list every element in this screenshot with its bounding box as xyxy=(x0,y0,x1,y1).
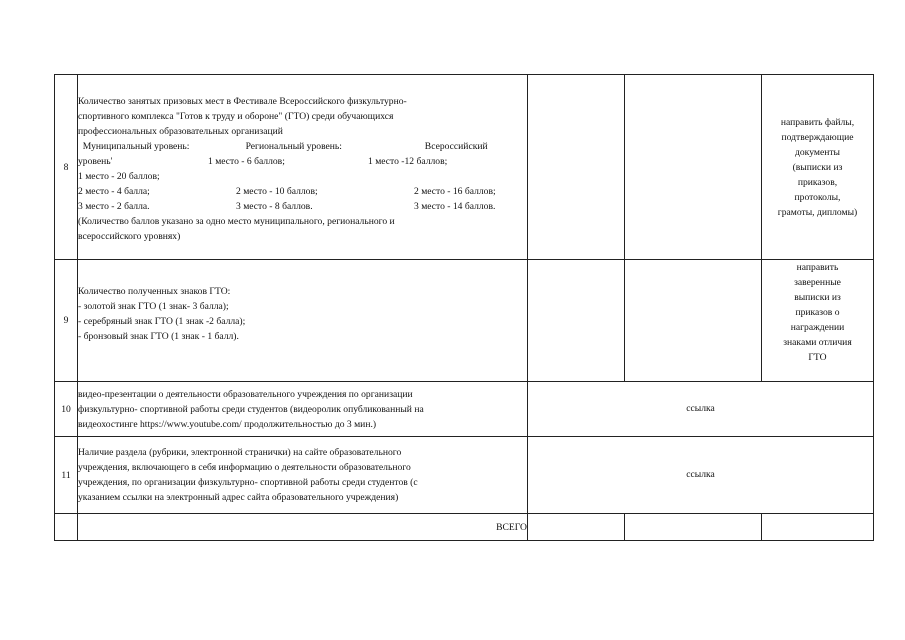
federal-third-place: 3 место - 14 баллов. xyxy=(414,200,496,212)
empty-cell xyxy=(528,260,625,382)
empty-cell xyxy=(625,514,762,541)
levels-subheader xyxy=(78,154,527,169)
municipal-level-label: Муниципальный уровень: xyxy=(78,140,190,152)
link-cell: ссылка xyxy=(528,382,874,437)
empty-cell xyxy=(762,514,874,541)
criterion-text-line: указанием ссылки на электронный адрес сайта образовательного учреждения) xyxy=(78,492,399,503)
note-line: приказов о xyxy=(795,307,840,318)
note-line: направить xyxy=(796,262,839,273)
note-line: ГТО xyxy=(808,352,827,363)
note-line: выписки из xyxy=(794,292,841,303)
third-places-row xyxy=(78,199,527,214)
criterion-footnote: (Количество баллов указано за одно место муниципального, регионального и xyxy=(78,215,395,227)
note-line: подтверждающие xyxy=(781,131,854,143)
federal-level-label: Всероссийский xyxy=(408,140,488,152)
criterion-description xyxy=(78,75,528,260)
total-label: ВСЕГО xyxy=(78,514,528,541)
row-number: 9 xyxy=(55,260,78,382)
criterion-description xyxy=(78,260,528,382)
table-row xyxy=(55,437,874,514)
municipal-third-place: 3 место - 2 балла. xyxy=(78,200,150,212)
empty-cell xyxy=(528,75,625,260)
levels-header xyxy=(78,139,527,154)
note-line: приказов, xyxy=(797,176,838,188)
row-number: 10 xyxy=(55,382,78,437)
criterion-description xyxy=(78,437,528,514)
criterion-text-line: Наличие раздела (рубрики, электронной странички) на сайте образовательного xyxy=(78,447,402,458)
criterion-text-line: учреждения, включающего в себя информацию о деятельности образовательного xyxy=(78,462,411,473)
empty-cell xyxy=(625,260,762,382)
regional-first-place: 1 место - 6 баллов; xyxy=(208,155,285,167)
federal-level-label-cont: уровень' xyxy=(78,155,113,167)
criterion-description xyxy=(78,382,528,437)
documents-note xyxy=(762,260,874,382)
note-line: направить файлы, xyxy=(780,116,855,128)
regional-second-place: 2 место - 10 баллов; xyxy=(236,185,318,197)
note-line: награждении xyxy=(790,322,845,333)
note-line: знаками отличия xyxy=(783,337,852,348)
criterion-text-line: видеохостинге https://www.youtube.com/ продолжительностью до 3 мин.) xyxy=(78,418,377,430)
federal-second-place: 2 место - 16 баллов; xyxy=(414,185,496,197)
documents-note xyxy=(762,75,874,260)
criterion-text-line: учреждения, по организации физкультурно- спортивной работы среди студентов (с xyxy=(78,477,418,488)
empty-cell xyxy=(55,514,78,541)
note-line: протоколы, xyxy=(794,191,841,203)
note-line: (выписки из xyxy=(792,161,843,173)
criterion-text-line: спортивного комплекса "Готов к труду и обороне" (ГТО) среди обучающихся xyxy=(78,110,394,122)
total-row xyxy=(55,514,874,541)
table-row xyxy=(55,75,874,260)
criterion-text-line: - золотой знак ГТО (1 знак- 3 балла); xyxy=(78,300,229,312)
municipal-first-place: 1 место - 20 баллов; xyxy=(78,170,160,182)
criterion-text-line: Количество занятых призовых мест в Фестивале Всероссийского физкультурно- xyxy=(78,95,407,107)
criterion-footnote: всероссийского уровнях) xyxy=(78,230,181,242)
criterion-text-line: видео-презентации о деятельности образовательного учреждения по организации xyxy=(78,388,413,400)
municipal-second-place: 2 место - 4 балла; xyxy=(78,185,150,197)
regional-level-label: Региональный уровень: xyxy=(236,140,342,152)
federal-first-place: 1 место -12 баллов; xyxy=(368,155,448,167)
criterion-text-line: Количество полученных знаков ГТО: xyxy=(78,285,231,297)
empty-cell xyxy=(528,514,625,541)
criteria-table-section xyxy=(54,74,874,541)
row-number: 8 xyxy=(55,75,78,260)
criterion-text-line: - бронзовый знак ГТО (1 знак - 1 балл). xyxy=(78,330,239,342)
second-places-row xyxy=(78,184,527,199)
table-row xyxy=(55,260,874,382)
row-number: 11 xyxy=(55,437,78,514)
link-cell: ссылка xyxy=(528,437,874,514)
note-line: заверенные xyxy=(794,277,841,288)
note-line: документы xyxy=(795,146,840,158)
criterion-text-line: - серебряный знак ГТО (1 знак -2 балла); xyxy=(78,315,246,327)
criterion-text-line: профессиональных образовательных организаций xyxy=(78,125,283,137)
empty-cell xyxy=(625,75,762,260)
regional-third-place: 3 место - 8 баллов. xyxy=(236,200,313,212)
table-row xyxy=(55,382,874,437)
criterion-text-line: физкультурно- спортивной работы среди студентов (видеоролик опубликованный на xyxy=(78,403,424,415)
note-line: грамоты, дипломы) xyxy=(777,206,858,218)
criteria-table xyxy=(54,74,874,541)
